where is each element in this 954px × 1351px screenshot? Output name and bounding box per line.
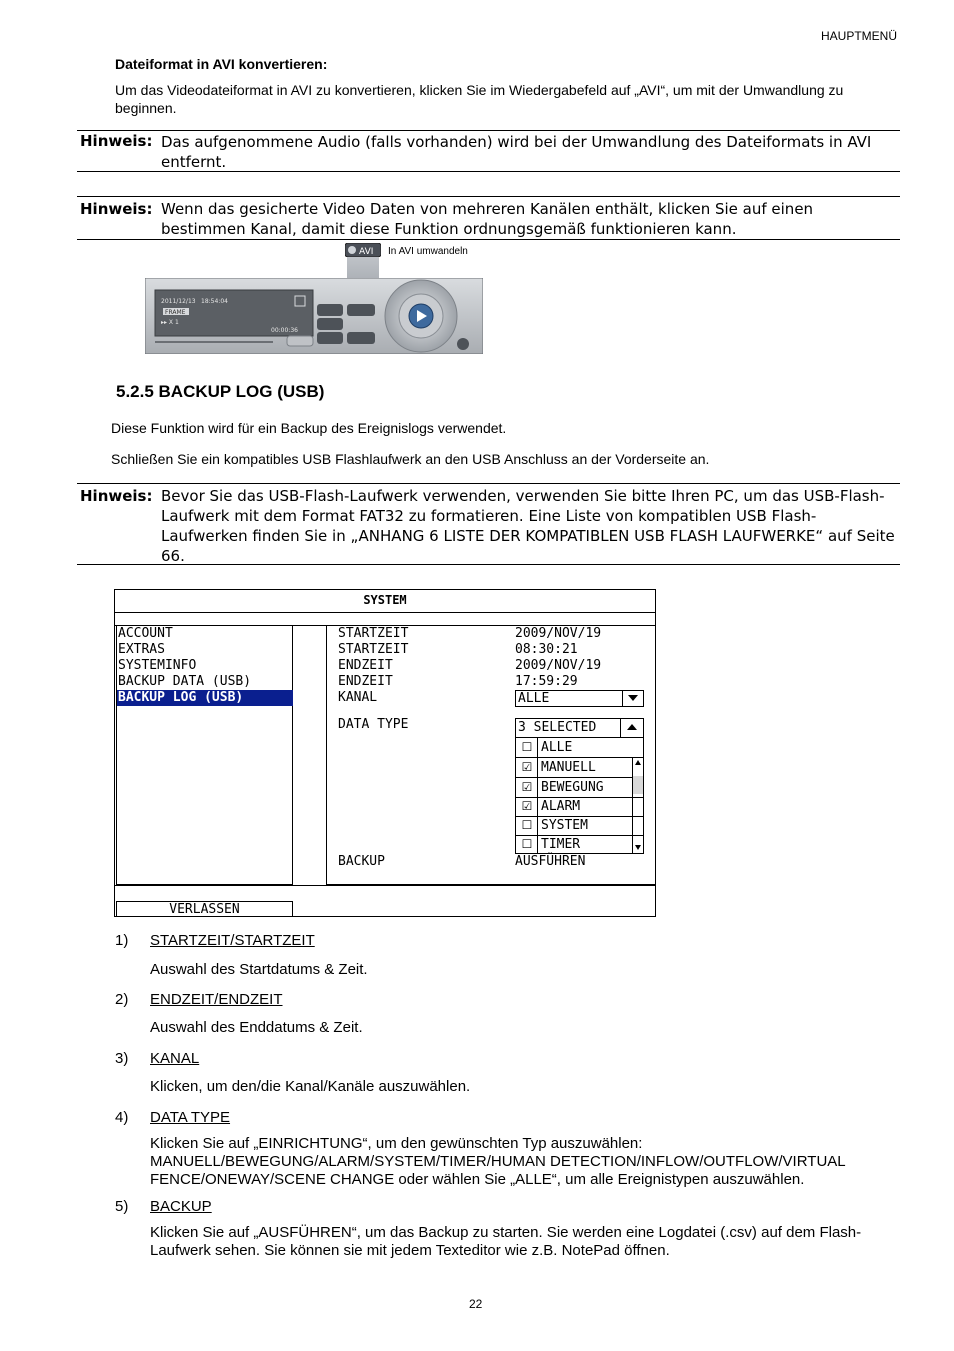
value-end-date[interactable]: 2009/NOV/19 — [515, 658, 602, 673]
list-number: 3) — [115, 1050, 129, 1067]
value-start-date[interactable]: 2009/NOV/19 — [515, 626, 602, 641]
player-mode: FRAME — [165, 309, 186, 316]
section-title: 5.2.5 BACKUP LOG (USB) — [116, 382, 325, 401]
note-text: Bevor Sie das USB-Flash-Laufwerk verwenden, verwenden Sie bitte Ihren PC, um das USB-Flash-Laufwerk mit dem Format FAT32 zu formatieren. Eine Liste von kompatiblen USB Flash-Laufwerken finden Sie in „ANHANG 6 LISTE DER KOMPATIBLEN USB FLASH LAUFWERKE“ auf Seite 66. — [161, 487, 895, 565]
list-item-title: KANAL — [150, 1050, 200, 1067]
list-item-desc: Auswahl des Enddatums & Zeit. — [150, 1019, 363, 1036]
section-paragraph-2: Schließen Sie ein kompatibles USB Flashlaufwerk an den USB Anschluss an der Vorderseite an. — [111, 451, 710, 467]
list-number: 4) — [115, 1109, 129, 1126]
label-startzeit-time: STARTZEIT — [338, 642, 409, 657]
option-label: ALARM — [537, 797, 631, 816]
note-label: Hinweis: — [80, 200, 153, 218]
note-label: Hinweis: — [80, 487, 153, 505]
option-label: SYSTEM — [537, 816, 631, 835]
avi-caption: In AVI umwandeln — [388, 246, 468, 257]
chevron-up-icon[interactable] — [620, 719, 643, 737]
kanal-value: ALLE — [518, 691, 550, 706]
note-label: Hinweis: — [80, 132, 153, 150]
menu-item-backup-data[interactable]: BACKUP DATA (USB) — [118, 674, 252, 689]
note-text: Wenn das gesicherte Video Daten von mehreren Kanälen enthält, klicken Sie auf einen bestimmen Kanal, damit diese Funktion ordnungsgemäß funktionieren kann. — [161, 200, 814, 238]
system-title: SYSTEM — [115, 590, 655, 613]
label-endzeit-date: ENDZEIT — [338, 658, 393, 673]
label-backup: BACKUP — [338, 854, 385, 869]
option-alle[interactable] — [516, 738, 643, 758]
divider — [115, 885, 655, 886]
data-type-value: 3 SELECTED — [518, 720, 597, 735]
playback-panel — [145, 278, 483, 354]
list-item-desc: Auswahl des Startdatums & Zeit. — [150, 961, 368, 978]
option-manuell[interactable] — [516, 758, 643, 778]
scrollbar[interactable] — [632, 757, 643, 854]
player-date: 2011/12/13 — [161, 298, 196, 305]
list-item-desc: Klicken, um den/die Kanal/Kanäle auszuwählen. — [150, 1078, 471, 1095]
label-data-type: DATA TYPE — [338, 717, 409, 732]
data-type-header[interactable] — [516, 719, 643, 738]
list-item-title: STARTZEIT/STARTZEIT — [150, 932, 315, 949]
label-kanal: KANAL — [338, 690, 378, 705]
menu-item-account[interactable]: ACCOUNT — [118, 626, 173, 641]
menu-item-systeminfo[interactable]: SYSTEMINFO — [118, 658, 197, 673]
player-speed: ▸▸ X 1 — [161, 319, 179, 326]
avi-paragraph: Um das Videodateiformat in AVI zu konvertieren, klicken Sie im Wiedergabefeld auf „AVI“, um mit der Umwandlung zu beginnen. — [115, 82, 844, 116]
option-label: BEWEGUNG — [537, 778, 631, 797]
avi-heading: Dateiformat in AVI konvertieren: — [115, 56, 328, 72]
avi-button[interactable] — [345, 243, 381, 257]
option-label: ALLE — [537, 738, 631, 757]
checkbox-icon[interactable]: ☑ — [521, 780, 533, 794]
checkbox-icon[interactable]: ☐ — [521, 818, 533, 832]
data-type-list[interactable] — [515, 718, 644, 854]
menu-item-extras[interactable]: EXTRAS — [118, 642, 165, 657]
menu-list — [116, 626, 293, 885]
list-item-desc: Klicken Sie auf „AUSFÜHREN“, um das Backup zu starten. Sie werden eine Logdatei (.csv) auf dem Flash-Laufwerk sehen. Sie können sie mit jedem Texteditor wie z.B. NotePad öffnen. — [150, 1224, 862, 1259]
option-alarm[interactable] — [516, 797, 643, 817]
player-counter: 00:00:36 — [271, 327, 298, 334]
exit-button[interactable]: VERLASSEN — [116, 901, 293, 917]
list-number: 2) — [115, 991, 129, 1008]
value-end-time[interactable]: 17:59:29 — [515, 674, 578, 689]
checkbox-icon[interactable]: ☐ — [521, 837, 533, 851]
list-number: 1) — [115, 932, 129, 949]
menu-item-backup-log[interactable]: BACKUP LOG (USB) — [117, 690, 293, 706]
list-item-desc: Klicken Sie auf „EINRICHTUNG“, um den gewünschten Typ auszuwählen: MANUELL/BEWEGUNG/ALARM/SYSTEM/TIMER/HUMAN DETECTION/INFLOW/OUTFLOW/VIRTUAL FENCE/ONEWAY/SCENE CHANGE oder wählen Sie „ALLE“, um alle Ereignistypen auszuwählen. — [150, 1135, 846, 1188]
note-audio — [77, 130, 900, 172]
list-number: 5) — [115, 1198, 129, 1215]
note-text: Das aufgenommene Audio (falls vorhanden) wird bei der Umwandlung des Dateiformats in AVI entfernt. — [161, 133, 872, 171]
page-number: 22 — [469, 1297, 483, 1311]
list-item-title: ENDZEIT/ENDZEIT — [150, 991, 283, 1008]
label-startzeit-date: STARTZEIT — [338, 626, 409, 641]
system-menu — [114, 589, 656, 917]
label-endzeit-time: ENDZEIT — [338, 674, 393, 689]
list-item-title: DATA TYPE — [150, 1109, 231, 1126]
checkbox-icon[interactable]: ☐ — [521, 740, 533, 754]
option-bewegung[interactable] — [516, 778, 643, 798]
note-usb-format — [77, 483, 900, 565]
list-item-title: BACKUP — [150, 1198, 212, 1215]
avi-button-label: AVI — [359, 247, 374, 257]
option-label: TIMER — [537, 835, 631, 854]
execute-backup-button[interactable]: AUSFÜHREN — [515, 854, 586, 869]
kanal-dropdown[interactable] — [515, 690, 644, 707]
value-start-time[interactable]: 08:30:21 — [515, 642, 578, 657]
option-label: MANUELL — [537, 758, 631, 777]
note-channel — [77, 196, 900, 240]
checkbox-icon[interactable]: ☑ — [521, 799, 533, 813]
section-paragraph-1: Diese Funktion wird für ein Backup des Ereignislogs verwendet. — [111, 420, 507, 436]
checkbox-icon[interactable]: ☑ — [521, 760, 533, 774]
player-time: 18:54:04 — [201, 298, 228, 305]
chevron-down-icon[interactable] — [622, 691, 643, 706]
option-timer[interactable] — [516, 835, 643, 854]
running-header: HAUPTMENÜ — [820, 29, 897, 43]
option-system[interactable] — [516, 816, 643, 836]
